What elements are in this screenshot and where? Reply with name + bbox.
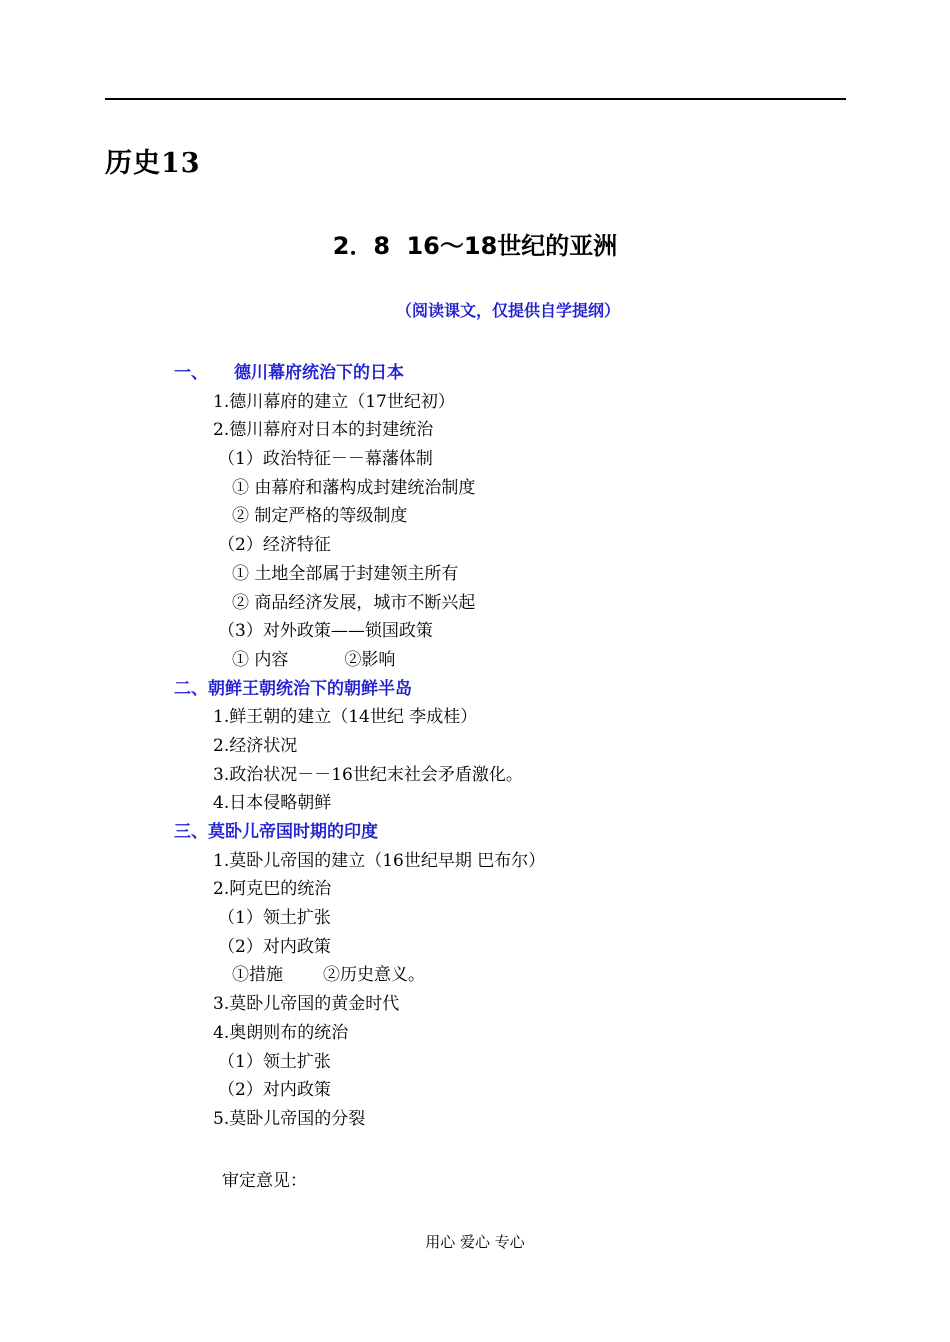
outline-item: ① 由幕府和藩构成封建统治制度 — [232, 477, 476, 498]
outline-item: 3.莫卧儿帝国的黄金时代 — [213, 994, 400, 1015]
outline-item: 3.政治状况－－16世纪末社会矛盾激化。 — [213, 764, 523, 785]
outline-item: 5.莫卧儿帝国的分裂 — [213, 1108, 366, 1129]
outline-item: 2.德川幕府对日本的封建统治 — [213, 420, 434, 441]
outline-item: （3）对外政策——锁国政策 — [218, 621, 433, 642]
section-number: 二、 — [174, 678, 208, 699]
review-label: 审定意见： — [222, 1171, 307, 1191]
outline-item: 4.日本侵略朝鲜 — [213, 793, 332, 814]
outline-item: 2.阿克巴的统治 — [213, 879, 332, 900]
outline-item: （1）领土扩张 — [218, 908, 331, 929]
page-footer: 用心 爱心 专心 — [425, 1233, 525, 1251]
reading-note: （阅读课文，仅提供自学提纲） — [395, 301, 620, 320]
outline-item — [0, 646, 950, 675]
section-number: 三、 — [174, 822, 208, 842]
outline-subitem: ① 内容 — [232, 649, 289, 670]
lesson-title-text: 16～18世纪的亚洲 — [406, 232, 618, 260]
outline-item: （1）政治特征－－幕藩体制 — [218, 449, 433, 470]
outline-item: ② 制定严格的等级制度 — [232, 506, 408, 527]
outline-item: ① 土地全部属于封建领主所有 — [232, 563, 459, 584]
outline-item: （2）经济特征 — [218, 535, 331, 556]
doc-title: 历史13 — [105, 148, 201, 179]
section-title: 莫卧儿帝国时期的印度 — [208, 822, 378, 842]
section-heading — [0, 675, 950, 704]
outline-subitem: ①措施 — [232, 965, 283, 986]
outline — [0, 359, 950, 1134]
outline-item: （2）对内政策 — [218, 1080, 331, 1101]
outline-item — [0, 961, 950, 990]
outline-subitem: ②历史意义。 — [323, 965, 425, 986]
outline-item: 4.奥朗则布的统治 — [213, 1022, 349, 1043]
outline-item: 1.德川幕府的建立（17世纪初） — [213, 391, 455, 412]
section-heading — [0, 359, 950, 388]
section-heading — [0, 818, 950, 847]
outline-subitem: ②影响 — [344, 649, 396, 670]
lesson-title — [0, 226, 950, 261]
outline-item: 1.鲜王朝的建立（14世纪 李成桂） — [213, 707, 478, 728]
section-number: 一、 — [174, 363, 208, 383]
outline-item: 2.经济状况 — [213, 735, 298, 756]
section-title: 朝鲜王朝统治下的朝鲜半岛 — [208, 678, 412, 699]
header-rule — [105, 98, 846, 100]
outline-item: 1.莫卧儿帝国的建立（16世纪早期 巴布尔） — [213, 850, 546, 871]
section-title: 德川幕府统治下的日本 — [234, 363, 404, 383]
outline-item: （1）领土扩张 — [218, 1051, 331, 1072]
outline-item: （2）对内政策 — [218, 936, 331, 957]
lesson-number: 2．8 — [332, 232, 391, 260]
outline-item: ② 商品经济发展，城市不断兴起 — [232, 592, 476, 613]
